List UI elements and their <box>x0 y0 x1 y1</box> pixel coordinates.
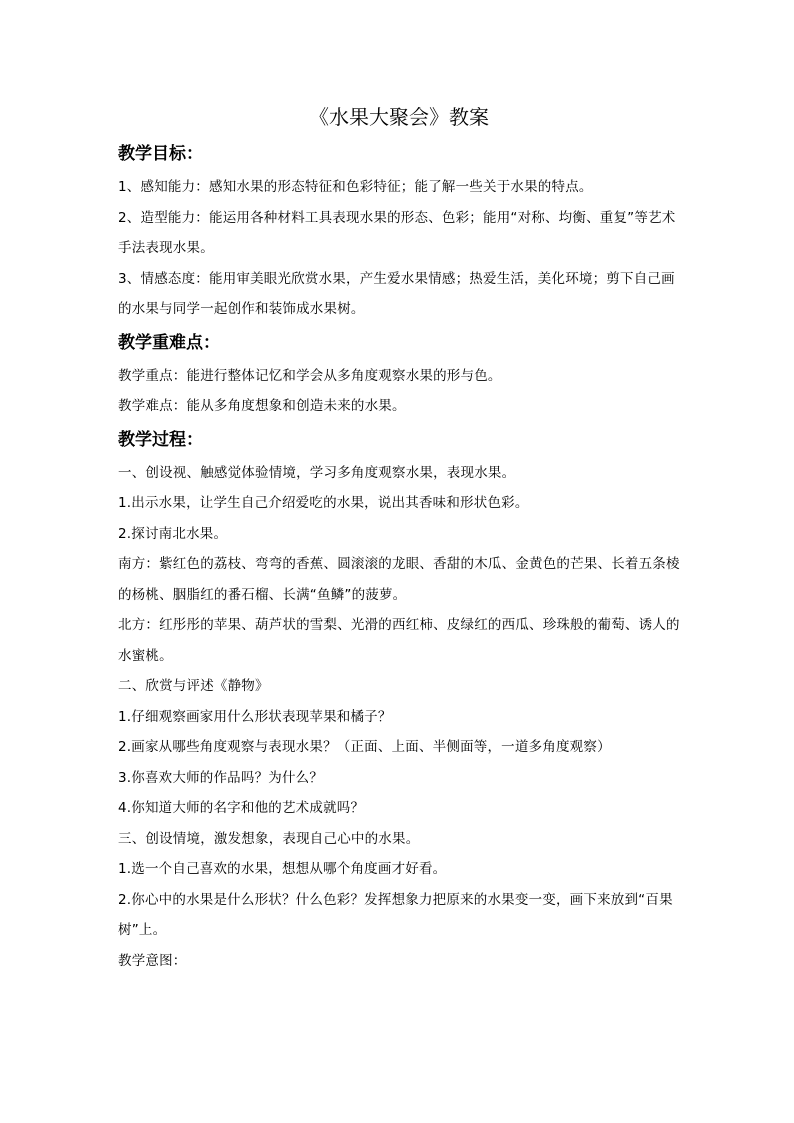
section-heading-goals: 教学目标： <box>118 144 203 164</box>
key-point-item: 教学重点：能进行整体记忆和学会从多角度观察水果的形与色。 <box>118 367 502 384</box>
process-item: 一、创设视、触感觉体验情境，学习多角度观察水果，表现水果。 <box>118 464 516 481</box>
process-item: 三、创设情境，激发想象，表现自己心中的水果。 <box>118 830 420 847</box>
process-item: 1.选一个自己喜欢的水果，想想从哪个角度画才好看。 <box>118 861 447 877</box>
goal-item: 3、情感态度：能用审美眼光欣赏水果，产生爱水果情感；热爱生活，美化环境；剪下自己画的水果与同学一起创作和装饰成水果树。 <box>118 270 675 317</box>
process-item: 二、欣赏与评述《静物》 <box>118 678 269 694</box>
goal-item: 2、造型能力：能运用各种材料工具表现水果的形态、色彩；能用“对称、均衡、重复”等艺术手法表现水果。 <box>118 209 676 256</box>
process-item: 2.画家从哪些角度观察与表现水果？（正面、上面、半侧面等，一道多角度观察） <box>118 739 611 755</box>
process-item: 教学意图： <box>118 952 187 969</box>
process-item: 2.你心中的水果是什么形状？什么色彩？发挥想象力把原来的水果变一变，画下来放到“百果树”上。 <box>118 891 673 938</box>
process-item: 2.探讨南北水果。 <box>118 525 228 542</box>
process-item: 1.出示水果，让学生自己介绍爱吃的水果，说出其香味和形状色彩。 <box>118 495 529 511</box>
section-heading-process: 教学过程： <box>118 429 203 450</box>
process-item: 南方：紫红色的荔枝、弯弯的香蕉、圆滚滚的龙眼、香甜的木瓜、金黄色的芒果、长着五条棱的杨桃、胭脂红的番石榴、长满“鱼鳞”的菠萝。 <box>118 556 680 603</box>
process-item: 4.你知道大师的名字和他的艺术成就吗？ <box>118 800 365 816</box>
document-title: 《水果大聚会》教案 <box>309 105 489 129</box>
process-item: 1.仔细观察画家用什么形状表现苹果和橘子？ <box>118 708 392 725</box>
section-heading-key-points: 教学重难点： <box>118 332 220 353</box>
key-point-item: 教学难点：能从多角度想象和创造未来的水果。 <box>118 398 406 414</box>
process-item: 北方：红彤彤的苹果、葫芦状的雪梨、光滑的西红柿、皮绿红的西瓜、珍珠般的葡萄、诱人的水蜜桃。 <box>118 617 680 664</box>
goal-item: 1、感知能力：感知水果的形态特征和色彩特征；能了解一些关于水果的特点。 <box>118 179 593 195</box>
document-page <box>118 98 680 976</box>
process-item: 3.你喜欢大师的作品吗？为什么？ <box>118 769 324 786</box>
